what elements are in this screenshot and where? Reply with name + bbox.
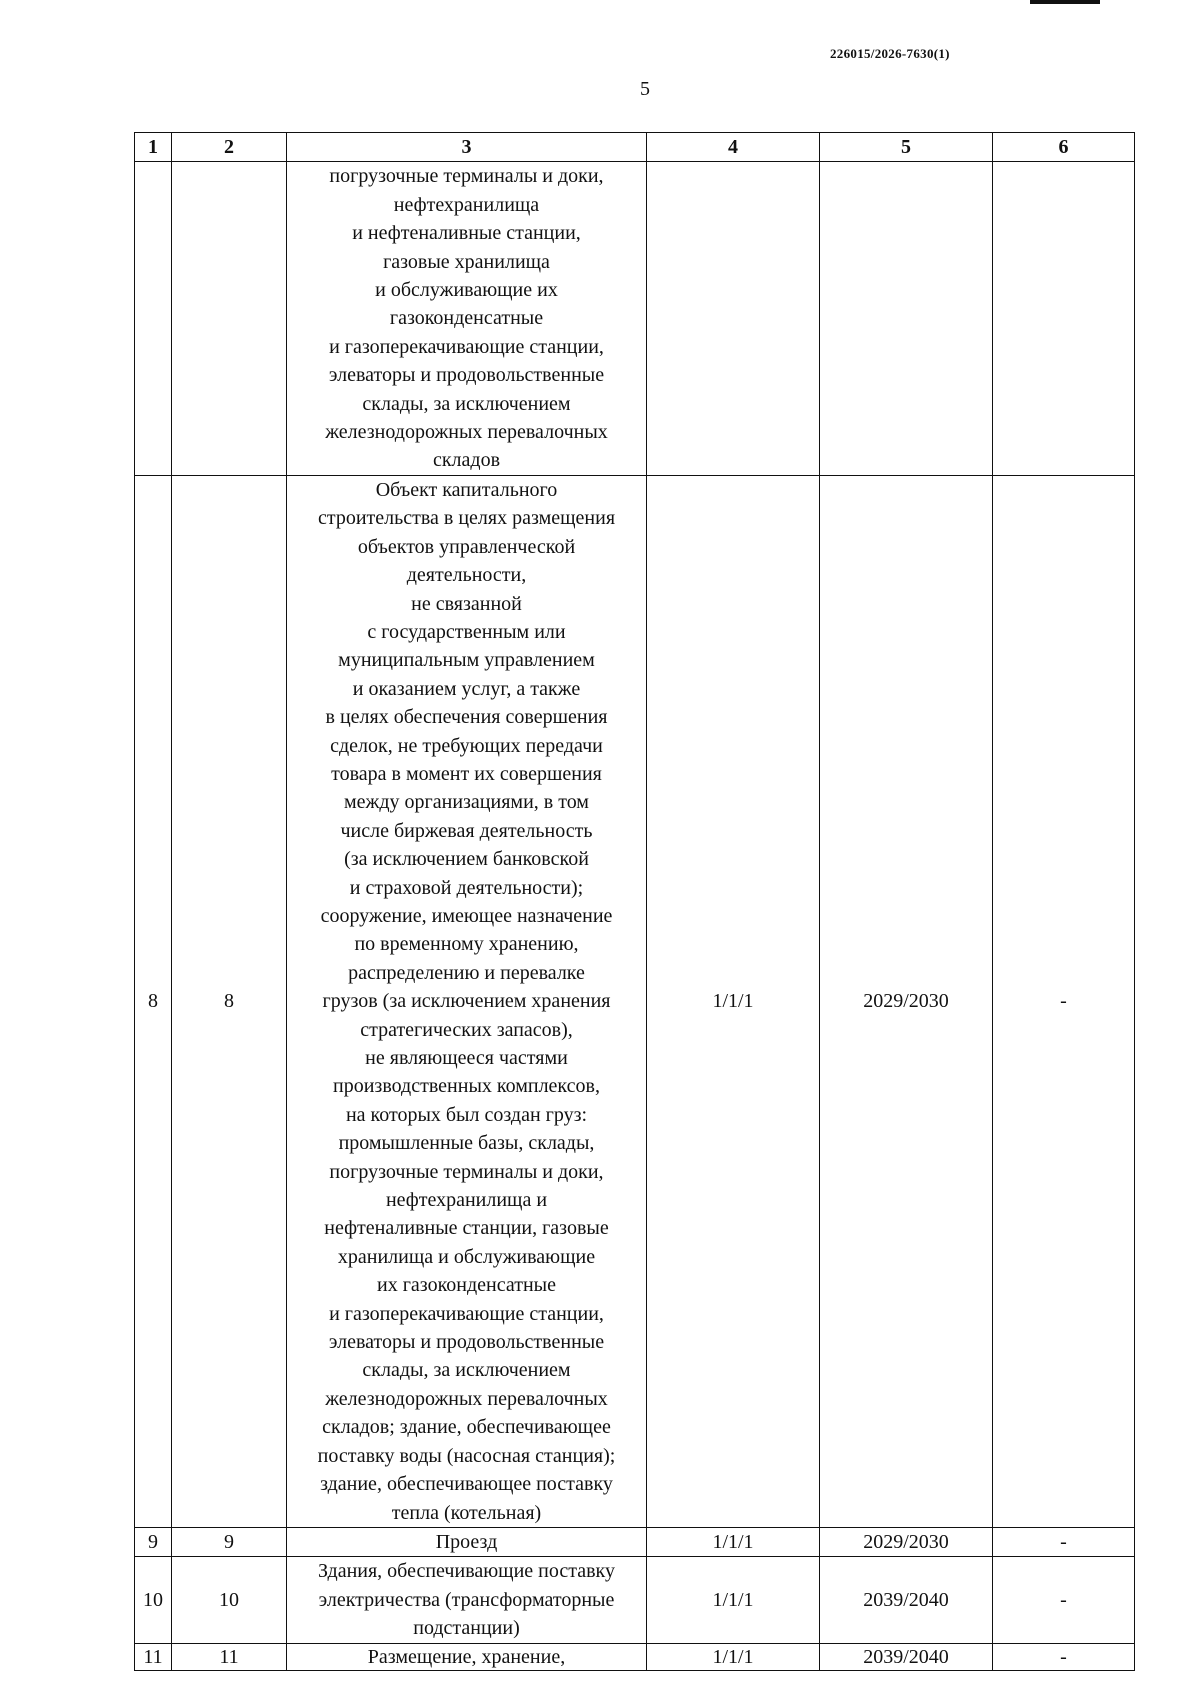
cell-number: 8 bbox=[135, 475, 172, 1527]
cell-period: 2039/2040 bbox=[820, 1643, 993, 1670]
cell-note: - bbox=[993, 1527, 1135, 1556]
cell-description: Размещение, хранение, bbox=[287, 1643, 647, 1670]
column-header-4: 4 bbox=[647, 133, 820, 162]
cell-number-on-map: 11 bbox=[172, 1643, 287, 1670]
column-number-header-row bbox=[135, 133, 1135, 162]
cell-number-on-map: 10 bbox=[172, 1557, 287, 1643]
scan-edge-mark bbox=[1030, 0, 1100, 4]
table-row-continuation bbox=[135, 162, 1135, 475]
column-header-6: 6 bbox=[993, 133, 1135, 162]
cell-note: - bbox=[993, 1557, 1135, 1643]
objects-table bbox=[134, 132, 1135, 1671]
cell-description: Объект капитального строительства в целях размещения объектов управленческой деятельности, не связанной с государственным или муниципальным управлением и оказанием услуг, а также в целях обеспечения совершения сделок, не требующих передачи товара в момент их совершения между организациями, в том числе биржевая деятельность (за исключением банковской и страховой деятельности); сооружение, имеющее назначение по временному хранению, распределению и перевалке грузов (за исключением хранения стратегических запасов), не являющееся частями производственных комплексов, на которых был создан груз: промышленные базы, склады, погрузочные терминалы и доки, нефтехранилища и нефтеналивные станции, газовые хранилища и обслуживающие их газоконденсатные и газоперекачивающие станции, элеваторы и продовольственные склады, за исключением железнодорожных перевалочных складов; здание, обеспечивающее поставку воды (насосная станция); здание, обеспечивающее поставку тепла (котельная) bbox=[287, 475, 647, 1527]
cell-number-on-map: 9 bbox=[172, 1527, 287, 1556]
cell-number-on-map: 8 bbox=[172, 475, 287, 1527]
cell-number: 10 bbox=[135, 1557, 172, 1643]
cell-code: 1/1/1 bbox=[647, 1643, 820, 1670]
cell-period: 2039/2040 bbox=[820, 1557, 993, 1643]
cell-period bbox=[820, 162, 993, 475]
table-row-9 bbox=[135, 1527, 1135, 1556]
cell-number-on-map bbox=[172, 162, 287, 475]
table-row-11 bbox=[135, 1643, 1135, 1670]
cell-description: Здания, обеспечивающие поставку электричества (трансформаторные подстанции) bbox=[287, 1557, 647, 1643]
cell-code bbox=[647, 162, 820, 475]
page-number: 5 bbox=[640, 78, 650, 100]
column-header-1: 1 bbox=[135, 133, 172, 162]
cell-note bbox=[993, 162, 1135, 475]
cell-code: 1/1/1 bbox=[647, 1557, 820, 1643]
cell-description: Проезд bbox=[287, 1527, 647, 1556]
cell-period: 2029/2030 bbox=[820, 475, 993, 1527]
table-row-8 bbox=[135, 475, 1135, 1527]
cell-code: 1/1/1 bbox=[647, 1527, 820, 1556]
document-registration-number: 226015/2026-7630(1) bbox=[830, 46, 950, 61]
column-header-2: 2 bbox=[172, 133, 287, 162]
cell-period: 2029/2030 bbox=[820, 1527, 993, 1556]
cell-note: - bbox=[993, 1643, 1135, 1670]
cell-number: 11 bbox=[135, 1643, 172, 1670]
cell-code: 1/1/1 bbox=[647, 475, 820, 1527]
table-row-10 bbox=[135, 1557, 1135, 1643]
cell-number: 9 bbox=[135, 1527, 172, 1556]
column-header-3: 3 bbox=[287, 133, 647, 162]
cell-description: погрузочные терминалы и доки, нефтехранилища и нефтеналивные станции, газовые хранилища и обслуживающие их газоконденсатные и газоперекачивающие станции, элеваторы и продовольственные склады, за исключением железнодорожных перевалочных складов bbox=[287, 162, 647, 475]
column-header-5: 5 bbox=[820, 133, 993, 162]
cell-note: - bbox=[993, 475, 1135, 1527]
cell-number bbox=[135, 162, 172, 475]
